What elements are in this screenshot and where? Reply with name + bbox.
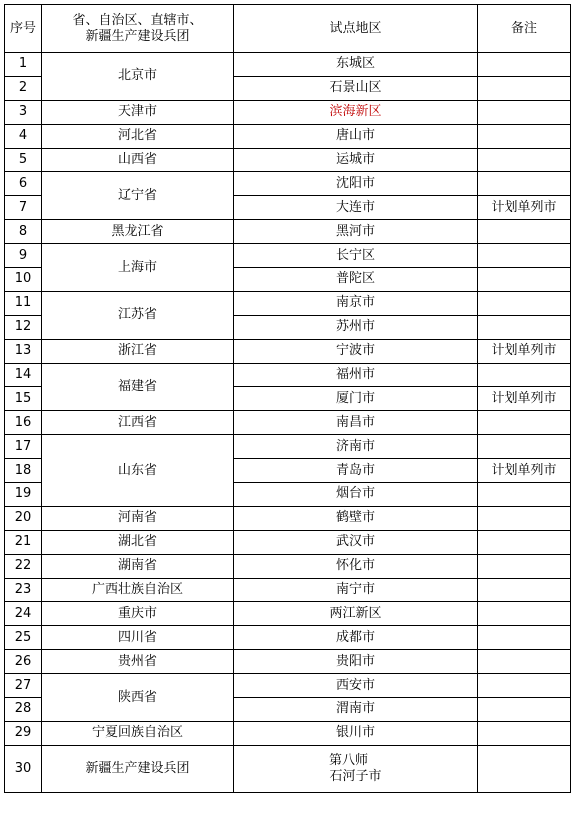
province-cell: 山西省 (42, 148, 234, 172)
table-row (5, 554, 571, 578)
note-cell (478, 530, 571, 554)
province-cell: 黑龙江省 (42, 220, 234, 244)
province-cell: 湖南省 (42, 554, 234, 578)
seq-cell: 26 (5, 650, 42, 674)
table-row (5, 339, 571, 363)
note-cell (478, 100, 571, 124)
area-cell: 银川市 (234, 721, 478, 745)
province-cell: 宁夏回族自治区 (42, 721, 234, 745)
area-cell: 成都市 (234, 626, 478, 650)
province-cell: 浙江省 (42, 339, 234, 363)
seq-cell: 11 (5, 291, 42, 315)
area-cell-highlighted: 滨海新区 (234, 100, 478, 124)
province-cell: 福建省 (42, 363, 234, 411)
note-cell (478, 435, 571, 459)
area-cell: 苏州市 (234, 315, 478, 339)
area-cell: 宁波市 (234, 339, 478, 363)
note-cell: 计划单列市 (478, 196, 571, 220)
header-note: 备注 (478, 5, 571, 53)
province-cell: 重庆市 (42, 602, 234, 626)
area-cell (234, 745, 478, 792)
seq-cell: 23 (5, 578, 42, 602)
table-row (5, 674, 571, 698)
area-cell: 两江新区 (234, 602, 478, 626)
seq-cell: 6 (5, 172, 42, 196)
area-cell: 济南市 (234, 435, 478, 459)
area-cell: 沈阳市 (234, 172, 478, 196)
seq-cell: 3 (5, 100, 42, 124)
note-cell (478, 244, 571, 268)
table-row (5, 745, 571, 792)
table-row (5, 220, 571, 244)
seq-cell: 14 (5, 363, 42, 387)
province-cell: 上海市 (42, 244, 234, 292)
seq-cell: 9 (5, 244, 42, 268)
note-cell (478, 53, 571, 77)
area-cell: 运城市 (234, 148, 478, 172)
table-row (5, 602, 571, 626)
note-cell (478, 745, 571, 792)
area-cell: 厦门市 (234, 387, 478, 411)
table-row (5, 578, 571, 602)
header-province-line1: 省、自治区、直辖市、 (72, 12, 203, 28)
note-cell (478, 220, 571, 244)
province-cell: 江西省 (42, 411, 234, 435)
area-cell: 烟台市 (234, 483, 478, 507)
table-row (5, 363, 571, 387)
province-cell: 河南省 (42, 506, 234, 530)
table-row (5, 291, 571, 315)
area-cell: 南昌市 (234, 411, 478, 435)
area-line1: 第八师 (328, 752, 368, 768)
header-province-line2: 新疆生产建设兵团 (85, 28, 190, 44)
table-row (5, 626, 571, 650)
table-row (5, 124, 571, 148)
province-cell: 江苏省 (42, 291, 234, 339)
area-cell: 怀化市 (234, 554, 478, 578)
province-cell: 贵州省 (42, 650, 234, 674)
header-area: 试点地区 (234, 5, 478, 53)
province-cell: 天津市 (42, 100, 234, 124)
seq-cell: 30 (5, 745, 42, 792)
area-cell: 西安市 (234, 674, 478, 698)
area-cell: 东城区 (234, 53, 478, 77)
table-row (5, 172, 571, 196)
note-cell: 计划单列市 (478, 387, 571, 411)
area-cell: 青岛市 (234, 459, 478, 483)
note-cell (478, 148, 571, 172)
seq-cell: 18 (5, 459, 42, 483)
seq-cell: 20 (5, 506, 42, 530)
table-row (5, 506, 571, 530)
province-cell: 河北省 (42, 124, 234, 148)
table-row (5, 244, 571, 268)
seq-cell: 17 (5, 435, 42, 459)
seq-cell: 5 (5, 148, 42, 172)
note-cell (478, 674, 571, 698)
table-row (5, 435, 571, 459)
note-cell (478, 363, 571, 387)
area-cell: 贵阳市 (234, 650, 478, 674)
note-cell (478, 721, 571, 745)
note-cell (478, 578, 571, 602)
note-cell (478, 172, 571, 196)
note-cell: 计划单列市 (478, 459, 571, 483)
seq-cell: 25 (5, 626, 42, 650)
province-cell: 陕西省 (42, 674, 234, 722)
note-cell (478, 124, 571, 148)
province-cell: 新疆生产建设兵团 (42, 745, 234, 792)
area-cell: 渭南市 (234, 698, 478, 722)
seq-cell: 27 (5, 674, 42, 698)
table-row (5, 100, 571, 124)
note-cell (478, 411, 571, 435)
note-cell (478, 483, 571, 507)
header-province (42, 5, 234, 53)
area-cell: 南宁市 (234, 578, 478, 602)
note-cell (478, 602, 571, 626)
table-row (5, 721, 571, 745)
area-cell: 南京市 (234, 291, 478, 315)
seq-cell: 15 (5, 387, 42, 411)
area-line2: 石河子市 (329, 768, 382, 784)
seq-cell: 24 (5, 602, 42, 626)
province-cell: 湖北省 (42, 530, 234, 554)
area-cell: 唐山市 (234, 124, 478, 148)
note-cell (478, 315, 571, 339)
area-cell: 黑河市 (234, 220, 478, 244)
seq-cell: 4 (5, 124, 42, 148)
province-cell: 山东省 (42, 435, 234, 507)
note-cell (478, 554, 571, 578)
note-cell: 计划单列市 (478, 339, 571, 363)
area-cell: 福州市 (234, 363, 478, 387)
seq-cell: 21 (5, 530, 42, 554)
table-row (5, 148, 571, 172)
header-seq: 序号 (5, 5, 42, 53)
table-row (5, 53, 571, 77)
note-cell (478, 626, 571, 650)
note-cell (478, 268, 571, 292)
area-cell: 普陀区 (234, 268, 478, 292)
table-row (5, 650, 571, 674)
province-cell: 四川省 (42, 626, 234, 650)
seq-cell: 8 (5, 220, 42, 244)
pilot-area-table (4, 4, 571, 793)
seq-cell: 7 (5, 196, 42, 220)
note-cell (478, 291, 571, 315)
table-row (5, 411, 571, 435)
note-cell (478, 650, 571, 674)
seq-cell: 22 (5, 554, 42, 578)
seq-cell: 19 (5, 483, 42, 507)
province-cell: 北京市 (42, 53, 234, 101)
seq-cell: 2 (5, 76, 42, 100)
area-cell: 长宁区 (234, 244, 478, 268)
table-row (5, 530, 571, 554)
note-cell (478, 76, 571, 100)
seq-cell: 13 (5, 339, 42, 363)
seq-cell: 29 (5, 721, 42, 745)
note-cell (478, 698, 571, 722)
area-cell: 鹤壁市 (234, 506, 478, 530)
seq-cell: 1 (5, 53, 42, 77)
province-cell: 广西壮族自治区 (42, 578, 234, 602)
area-cell: 石景山区 (234, 76, 478, 100)
area-cell: 武汉市 (234, 530, 478, 554)
note-cell (478, 506, 571, 530)
seq-cell: 28 (5, 698, 42, 722)
seq-cell: 16 (5, 411, 42, 435)
seq-cell: 12 (5, 315, 42, 339)
province-cell: 辽宁省 (42, 172, 234, 220)
table-header-row (5, 5, 571, 53)
area-cell: 大连市 (234, 196, 478, 220)
seq-cell: 10 (5, 268, 42, 292)
